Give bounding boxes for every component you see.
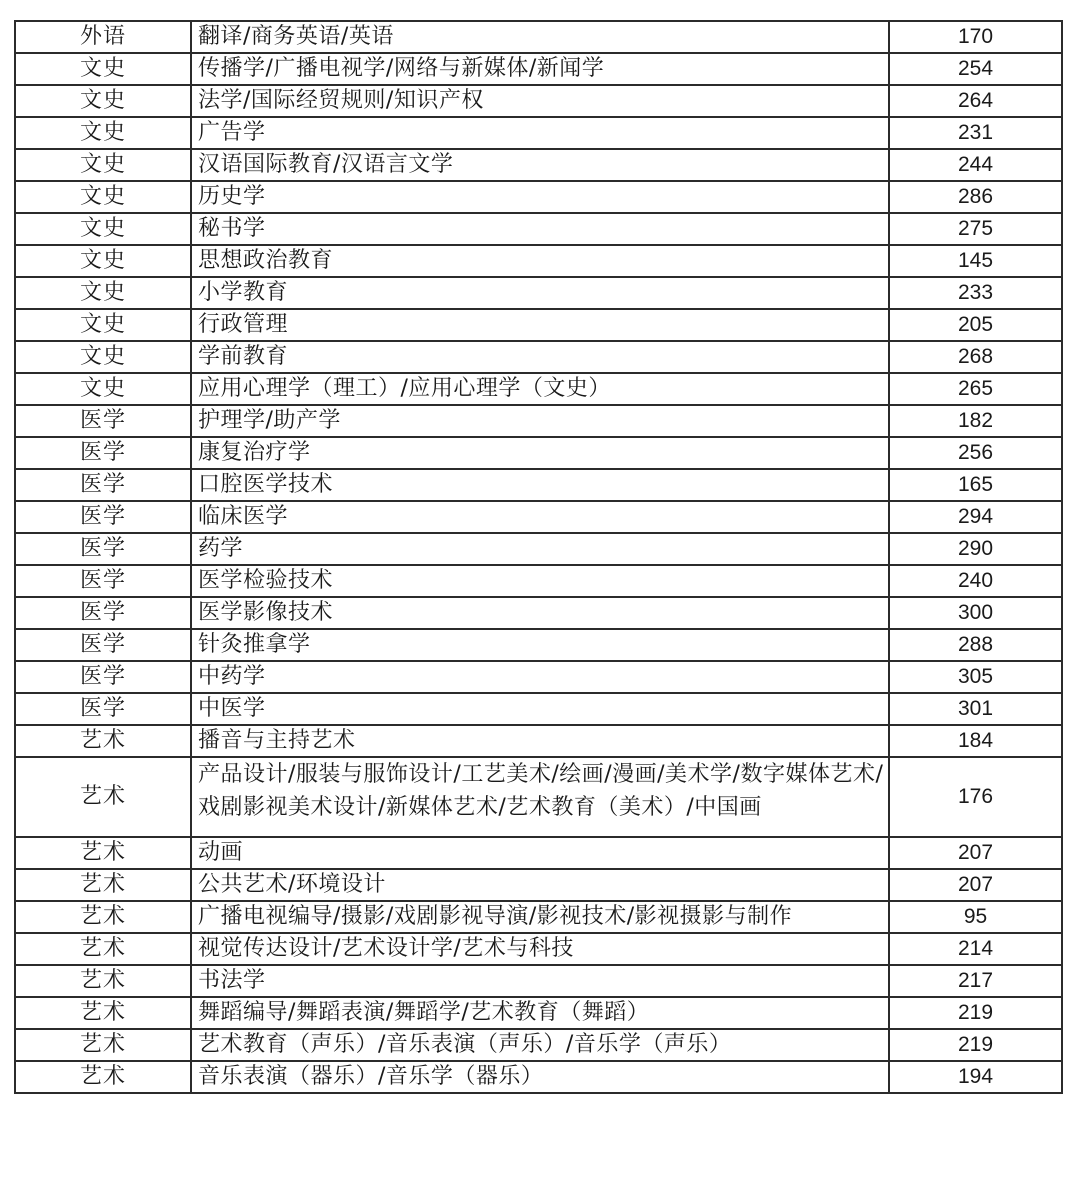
category-cell: 文史 [15, 213, 191, 245]
score-cell: 182 [889, 405, 1062, 437]
table-row [15, 933, 1062, 965]
category-cell: 艺术 [15, 997, 191, 1029]
category-cell: 艺术 [15, 869, 191, 901]
category-cell: 文史 [15, 53, 191, 85]
score-cell: 268 [889, 341, 1062, 373]
major-cell: 动画 [191, 837, 889, 869]
score-cell: 294 [889, 501, 1062, 533]
major-cell: 广播电视编导/摄影/戏剧影视导演/影视技术/影视摄影与制作 [191, 901, 889, 933]
category-cell: 文史 [15, 85, 191, 117]
category-cell: 医学 [15, 501, 191, 533]
category-cell: 艺术 [15, 1061, 191, 1093]
major-cell: 应用心理学（理工）/应用心理学（文史） [191, 373, 889, 405]
major-cell: 临床医学 [191, 501, 889, 533]
major-cell: 医学检验技术 [191, 565, 889, 597]
score-cell: 205 [889, 309, 1062, 341]
major-cell: 秘书学 [191, 213, 889, 245]
category-cell: 艺术 [15, 757, 191, 837]
major-cell: 舞蹈编导/舞蹈表演/舞蹈学/艺术教育（舞蹈） [191, 997, 889, 1029]
major-cell: 中药学 [191, 661, 889, 693]
table-row [15, 373, 1062, 405]
table-row [15, 901, 1062, 933]
table-row [15, 277, 1062, 309]
major-cell: 行政管理 [191, 309, 889, 341]
major-cell: 法学/国际经贸规则/知识产权 [191, 85, 889, 117]
major-cell: 艺术教育（声乐）/音乐表演（声乐）/音乐学（声乐） [191, 1029, 889, 1061]
table-row [15, 661, 1062, 693]
category-cell: 艺术 [15, 837, 191, 869]
score-cell: 265 [889, 373, 1062, 405]
table-row [15, 565, 1062, 597]
table-row [15, 1029, 1062, 1061]
score-cell: 219 [889, 997, 1062, 1029]
major-cell: 护理学/助产学 [191, 405, 889, 437]
category-cell: 医学 [15, 597, 191, 629]
table-row [15, 437, 1062, 469]
major-cell: 小学教育 [191, 277, 889, 309]
major-cell: 书法学 [191, 965, 889, 997]
major-cell: 中医学 [191, 693, 889, 725]
major-cell: 传播学/广播电视学/网络与新媒体/新闻学 [191, 53, 889, 85]
category-cell: 医学 [15, 469, 191, 501]
table-row [15, 245, 1062, 277]
category-cell: 医学 [15, 629, 191, 661]
table-row [15, 501, 1062, 533]
score-table-body [15, 21, 1062, 1093]
score-cell: 217 [889, 965, 1062, 997]
score-cell: 184 [889, 725, 1062, 757]
table-row [15, 757, 1062, 837]
category-cell: 外语 [15, 21, 191, 53]
major-cell: 学前教育 [191, 341, 889, 373]
major-cell: 视觉传达设计/艺术设计学/艺术与科技 [191, 933, 889, 965]
score-cell: 214 [889, 933, 1062, 965]
major-cell [191, 757, 889, 837]
table-row [15, 341, 1062, 373]
major-cell: 医学影像技术 [191, 597, 889, 629]
category-cell: 医学 [15, 437, 191, 469]
table-row [15, 869, 1062, 901]
category-cell: 医学 [15, 405, 191, 437]
score-cell: 233 [889, 277, 1062, 309]
score-cell: 301 [889, 693, 1062, 725]
table-row [15, 181, 1062, 213]
category-cell: 文史 [15, 309, 191, 341]
score-cell: 231 [889, 117, 1062, 149]
major-cell: 播音与主持艺术 [191, 725, 889, 757]
table-row [15, 693, 1062, 725]
table-row [15, 53, 1062, 85]
table-row [15, 837, 1062, 869]
table-row [15, 533, 1062, 565]
major-cell: 历史学 [191, 181, 889, 213]
table-row [15, 997, 1062, 1029]
major-cell-text: 产品设计/服装与服饰设计/工艺美术/绘画/漫画/美术学/数字媒体艺术/戏剧影视美术设计/新媒体艺术/艺术教育（美术）/中国画 [198, 762, 884, 820]
score-cell: 170 [889, 21, 1062, 53]
table-row [15, 597, 1062, 629]
category-cell: 医学 [15, 533, 191, 565]
table-row [15, 725, 1062, 757]
major-cell: 音乐表演（器乐）/音乐学（器乐） [191, 1061, 889, 1093]
score-cell: 300 [889, 597, 1062, 629]
table-row [15, 1061, 1062, 1093]
table-row [15, 469, 1062, 501]
score-cell: 194 [889, 1061, 1062, 1093]
score-cell: 207 [889, 837, 1062, 869]
score-cell: 165 [889, 469, 1062, 501]
table-row [15, 213, 1062, 245]
score-cell: 95 [889, 901, 1062, 933]
category-cell: 文史 [15, 117, 191, 149]
table-row [15, 21, 1062, 53]
category-cell: 艺术 [15, 901, 191, 933]
major-cell: 翻译/商务英语/英语 [191, 21, 889, 53]
category-cell: 艺术 [15, 933, 191, 965]
score-table [14, 20, 1063, 1094]
score-cell: 305 [889, 661, 1062, 693]
score-cell: 256 [889, 437, 1062, 469]
category-cell: 文史 [15, 277, 191, 309]
major-cell: 广告学 [191, 117, 889, 149]
major-cell: 口腔医学技术 [191, 469, 889, 501]
category-cell: 艺术 [15, 965, 191, 997]
table-row [15, 309, 1062, 341]
score-cell: 240 [889, 565, 1062, 597]
category-cell: 艺术 [15, 725, 191, 757]
score-cell: 264 [889, 85, 1062, 117]
major-cell: 公共艺术/环境设计 [191, 869, 889, 901]
table-row [15, 117, 1062, 149]
score-cell: 176 [889, 757, 1062, 837]
score-cell: 145 [889, 245, 1062, 277]
category-cell: 医学 [15, 693, 191, 725]
table-row [15, 405, 1062, 437]
score-cell: 219 [889, 1029, 1062, 1061]
category-cell: 文史 [15, 181, 191, 213]
table-row [15, 149, 1062, 181]
score-cell: 254 [889, 53, 1062, 85]
major-cell: 汉语国际教育/汉语言文学 [191, 149, 889, 181]
score-cell: 244 [889, 149, 1062, 181]
major-cell: 思想政治教育 [191, 245, 889, 277]
major-cell: 针灸推拿学 [191, 629, 889, 661]
score-cell: 207 [889, 869, 1062, 901]
category-cell: 医学 [15, 661, 191, 693]
score-cell: 275 [889, 213, 1062, 245]
table-row [15, 85, 1062, 117]
category-cell: 文史 [15, 245, 191, 277]
category-cell: 艺术 [15, 1029, 191, 1061]
score-cell: 290 [889, 533, 1062, 565]
major-cell: 药学 [191, 533, 889, 565]
category-cell: 文史 [15, 373, 191, 405]
major-cell: 康复治疗学 [191, 437, 889, 469]
category-cell: 文史 [15, 149, 191, 181]
category-cell: 医学 [15, 565, 191, 597]
category-cell: 文史 [15, 341, 191, 373]
table-row [15, 629, 1062, 661]
score-cell: 286 [889, 181, 1062, 213]
table-row [15, 965, 1062, 997]
score-cell: 288 [889, 629, 1062, 661]
